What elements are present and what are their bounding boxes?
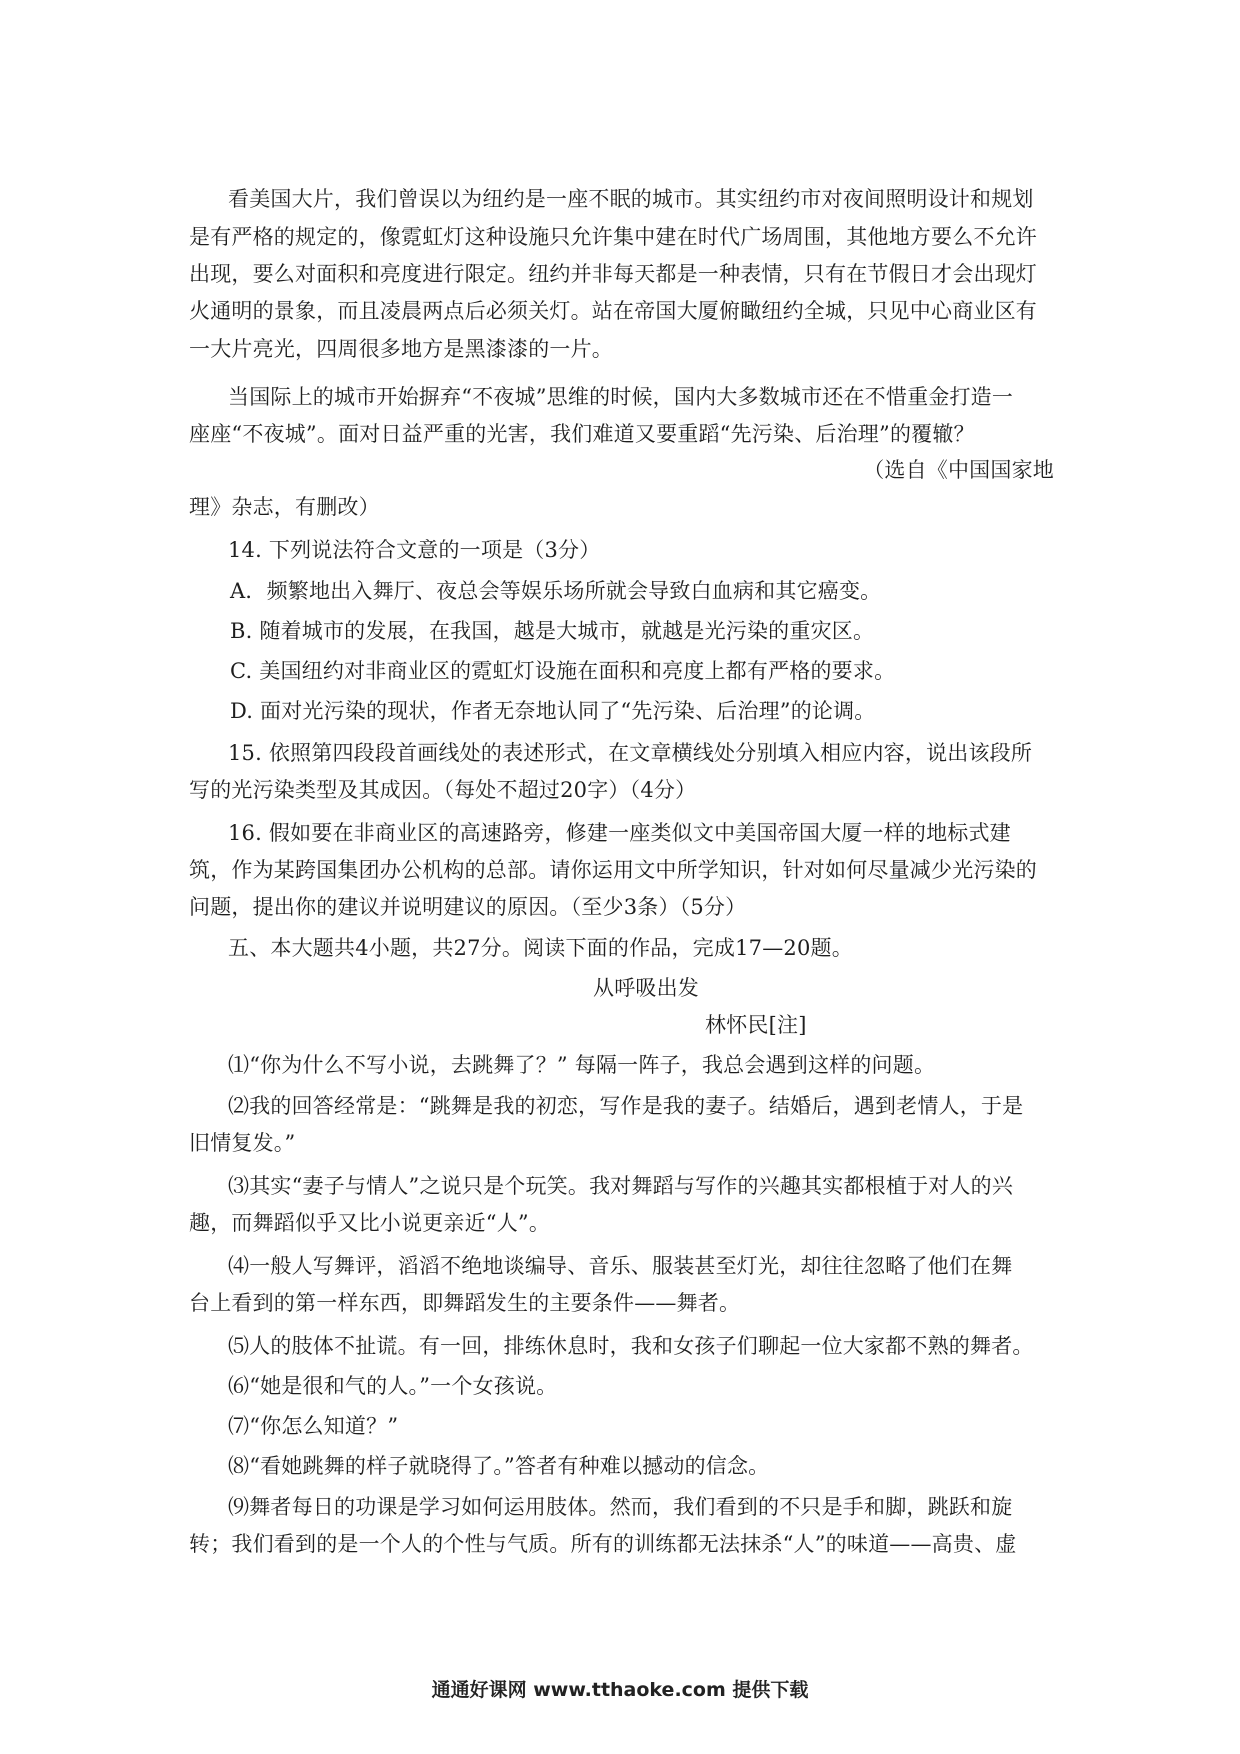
page-footer: 通通好课网 www.tthaoke.com 提供下载 (431, 1679, 809, 1701)
passage-line: 座座“不夜城”。面对日益严重的光害，我们难道又要重蹈“先污染、后治理”的覆辙？ (189, 422, 975, 446)
question-option: C. 美国纽约对非商业区的霓虹灯设施在面积和亮度上都有严格的要求。 (230, 659, 896, 683)
essay-paragraph: 旧情复发。” (189, 1131, 296, 1155)
question-16: 问题，提出你的建议并说明建议的原因。（至少3条）（5分） (189, 895, 747, 919)
passage-line: 火通明的景象，而且凌晨两点后必须关灯。站在帝国大厦俯瞰纽约全城，只见中心商业区有 (189, 299, 1037, 323)
question-16: 筑，作为某跨国集团办公机构的总部。请你运用文中所学知识，针对如何尽量减少光污染的 (189, 858, 1037, 882)
passage-line: 是有严格的规定的，像霓虹灯这种设施只允许集中建在时代广场周围，其他地方要么不允许 (189, 225, 1037, 249)
essay-paragraph: 转；我们看到的是一个人的个性与气质。所有的训练都无法抹杀“人”的味道——高贵、虚 (189, 1532, 1017, 1556)
passage-line: 一大片亮光，四周很多地方是黑漆漆的一片。 (189, 337, 613, 361)
essay-paragraph: ⑶其实“妻子与情人”之说只是个玩笑。我对舞蹈与写作的兴趣其实都根植于对人的兴 (228, 1174, 1014, 1198)
question-option: B. 随着城市的发展，在我国，越是大城市，就越是光污染的重灾区。 (230, 619, 875, 643)
essay-paragraph: ⑷一般人写舞评，滔滔不绝地谈编导、音乐、服装甚至灯光，却往往忽略了他们在舞 (228, 1254, 1013, 1278)
question-option: D. 面对光污染的现状，作者无奈地认同了“先污染、后治理”的论调。 (230, 699, 876, 723)
passage-line: 看美国大片，我们曾误以为纽约是一座不眠的城市。其实纽约市对夜间照明设计和规划 (228, 187, 1034, 211)
question-15: 15. 依照第四段段首画线处的表述形式，在文章横线处分别填入相应内容，说出该段所 (228, 741, 1033, 765)
question-14: 14. 下列说法符合文意的一项是（3分） (228, 538, 601, 562)
question-15: 写的光污染类型及其成因。（每处不超过20字）（4分） (189, 778, 697, 802)
source-citation: （选自《中国国家地 (863, 458, 1054, 482)
essay-paragraph: ⑸人的肢体不扯谎。有一回，排练休息时，我和女孩子们聊起一位大家都不熟的舞者。 (228, 1334, 1034, 1358)
question-option: A．频繁地出入舞厅、夜总会等娱乐场所就会导致白血病和其它癌变。 (230, 579, 882, 603)
essay-paragraph: ⑼舞者每日的功课是学习如何运用肢体。然而，我们看到的不只是手和脚，跳跃和旋 (228, 1495, 1013, 1519)
passage-line: 当国际上的城市开始摒弃“不夜城”思维的时候，国内大多数城市还在不惜重金打造一 (228, 385, 1014, 409)
source-citation: 理》杂志，有删改） (189, 495, 380, 519)
section-heading: 五、本大题共4小题，共27分。阅读下面的作品，完成17—20题。 (228, 936, 853, 960)
essay-paragraph: ⑻“看她跳舞的样子就晓得了。”答者有种难以撼动的信念。 (228, 1454, 770, 1478)
essay-author: 林怀民[注] (705, 1013, 807, 1037)
question-16: 16. 假如要在非商业区的高速路旁，修建一座类似文中美国帝国大厦一样的地标式建 (228, 821, 1011, 845)
essay-title: 从呼吸出发 (593, 976, 699, 1000)
passage-line: 出现，要么对面积和亮度进行限定。纽约并非每天都是一种表情，只有在节假日才会出现灯 (189, 262, 1037, 286)
essay-paragraph: ⑹“她是很和气的人。”一个女孩说。 (228, 1374, 558, 1398)
essay-paragraph: ⑺“你怎么知道？” (228, 1414, 399, 1438)
essay-paragraph: 台上看到的第一样东西，即舞蹈发生的主要条件——舞者。 (189, 1291, 741, 1315)
essay-paragraph: ⑴“你为什么不写小说，去跳舞了？” 每隔一阵子，我总会遇到这样的问题。 (228, 1053, 936, 1077)
essay-paragraph: 趣，而舞蹈似乎又比小说更亲近“人”。 (189, 1211, 551, 1235)
essay-paragraph: ⑵我的回答经常是：“跳舞是我的初恋，写作是我的妻子。结婚后，遇到老情人，于是 (228, 1094, 1024, 1118)
